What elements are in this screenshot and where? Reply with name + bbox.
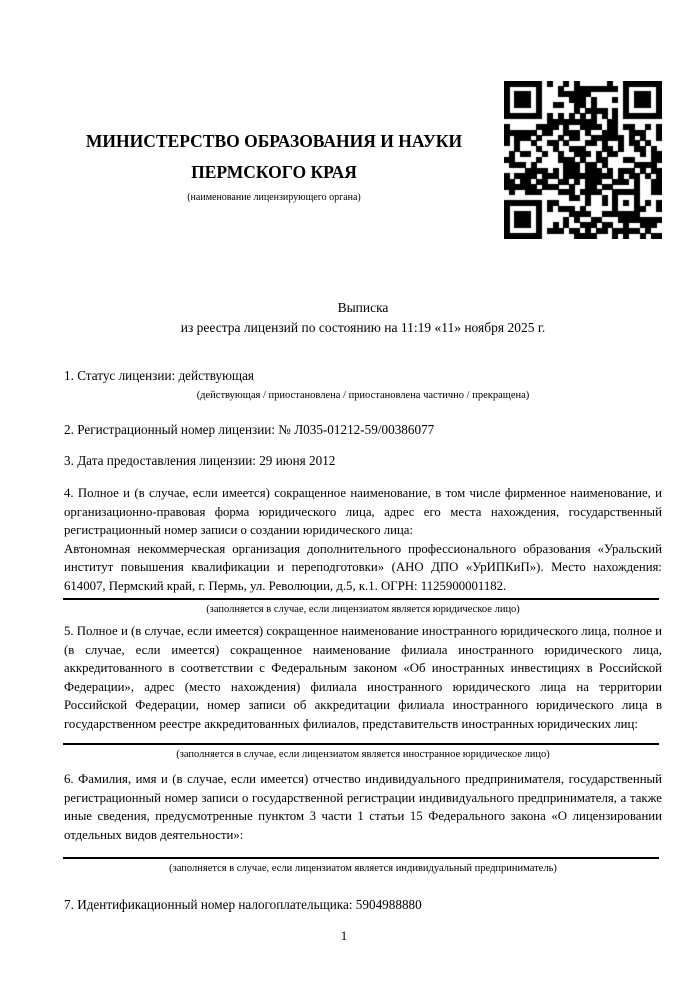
individual-entrepreneur-statement: 6. Фамилия, имя и (в случае, если имеется) отчество индивидуального предпринимателя, государственный регистрационный номер записи о государственной регистрации индивидуального предпринимателя, а также иные сведения, предусмотренные пунктом 3 части 1 статьи 15 Федерального закона «О лицензировании отдельных видов деятельности»:	[64, 772, 662, 842]
license-status-text: 1. Статус лицензии: действующая	[64, 368, 255, 383]
section-registration-number	[64, 421, 662, 440]
legal-entity-caption: (заполняется в случае, если лицензиатом является юридическое лицо)	[206, 604, 520, 615]
document-subtitle: из реестра лицензий по состоянию на 11:19 «11» ноября 2025 г.	[180, 320, 546, 335]
section-taxpayer-number	[64, 896, 662, 915]
ministry-name-line1: МИНИСТЕРСТВО ОБРАЗОВАНИЯ И НАУКИ	[85, 131, 463, 151]
license-date-text: 3. Дата предоставления лицензии: 29 июня 2012	[64, 453, 336, 468]
authority-field-caption: (наименование лицензирующего органа)	[187, 192, 361, 203]
section-license-status	[64, 367, 662, 403]
section-foreign-entity	[64, 622, 662, 762]
section-license-date	[64, 452, 662, 471]
legal-entity-answer: Автономная некоммерческая организация дополнительного профессионального образования «Уральский институт повышения квалификации и переподготовки» (АНО ДПО «УрИПКиП»). Место нахождения: 614007, Пермский край, г. Пермь, ул. Революции, д.5, к.1. ОГРН: 1125900001182.	[64, 541, 662, 593]
taxpayer-number-text: 7. Идентификационный номер налогоплательщика: 5904988880	[64, 897, 422, 912]
legal-entity-statement: 4. Полное и (в случае, если имеется) сокращенное наименование, в том числе фирменное наименование, и организационно-правовая форма юридического лица, адрес его места нахождения, государственный регистрационный номер записи о создании юридического лица:	[64, 486, 662, 537]
qr-code	[504, 81, 662, 239]
page-number: 1	[340, 928, 348, 943]
registration-number-text: 2. Регистрационный номер лицензии: № Л035-01212-59/00386077	[64, 422, 435, 437]
document-title: Выписка	[337, 300, 389, 315]
section-legal-entity	[64, 484, 662, 617]
license-status-variants-caption: (действующая / приостановлена / приостановлена частично / прекращена)	[196, 389, 530, 401]
ministry-name-line2: ПЕРМСКОГО КРАЯ	[191, 162, 357, 182]
licensing-authority-header	[64, 126, 484, 204]
foreign-entity-caption: (заполняется в случае, если лицензиатом является иностранное юридическое лицо)	[176, 749, 550, 760]
document-intro	[64, 298, 662, 338]
section-individual-entrepreneur	[64, 770, 662, 876]
foreign-entity-statement: 5. Полное и (в случае, если имеется) сокращенное наименование иностранного юридического лица, полное и (в случае, если имеется) сокращенное наименование филиала иностранного юридического лица, аккредитованного в соответствии с Федеральным законом «Об иностранных инвестициях в Российской Федерации», адрес (место нахождения) филиала иностранного юридического лица на территории Российской Федерации, номер записи об аккредитации филиала иностранного юридического лица в государственном реестре аккредитованных филиалов, представительств иностранных юридических лиц:	[64, 624, 662, 731]
individual-entrepreneur-caption: (заполняется в случае, если лицензиатом является индивидуальный предприниматель)	[169, 863, 557, 874]
